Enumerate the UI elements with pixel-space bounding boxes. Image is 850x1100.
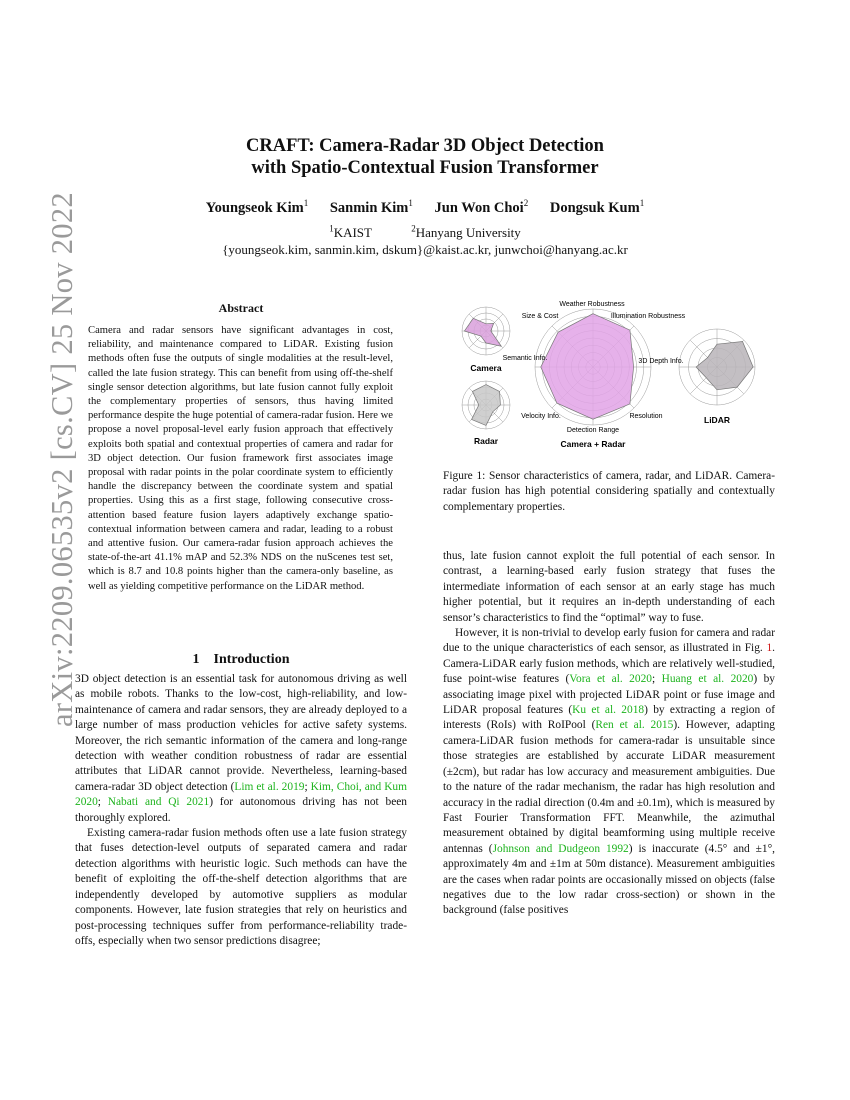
abstract-text: Camera and radar sensors have significant advantages in cost, reliability, and maintenance compared to LiDAR. Existing fusion methods often fuse the outputs of single modalities at the result-level, called the late fusion strategy. This can benefit from using off-the-shelf single sensor detection algorithms, but late fusion cannot fully exploit the complementary properties of sensors, thus having limited performance despite the huge potential of camera-radar fusion. Here we propose a novel proposal-level early fusion approach that effectively exploits both spatial and contextual properties of camera and radar for 3D object detection. Our fusion framework first associates image proposal with radar points in the polar coordinate system to efficiently handle the discrepancy between the coordinate system and spatial properties. Using this as a first stage, following consecutive cross-attention based feature fusion layers adaptively exchange spatio-contextual information between camera and radar, leading to a robust and attentive fusion. Our camera-radar fusion approach achieves the state-of-the-art 41.1% mAP and 52.3% NDS on the nuScenes test set, which is 8.7 and 10.8 points higher than the camera-only baseline, as well as yielding competitive performance on the LiDAR method. (88, 325, 393, 592)
arxiv-stamp: arXiv:2209.06535v2 [cs.CV] 25 Nov 2022 (45, 192, 79, 727)
author: Sanmin Kim$^1$ (329, 198, 413, 216)
paragraph: thus, late fusion cannot exploit the full potential of each sensor. In contrast, a learning-based early fusion strategy that fuses the intermediate information of each sensor at an early stage has much higher potential, but it requires an in-depth understanding of each sensor’s characteristics to find the “optimal” way to fuse. (443, 550, 775, 624)
paragraph: However, it is non-trivial to develop early fusion for camera and radar due to the unique characteristics of each sensor, as illustrated in Fig. 1. Camera-LiDAR early fusion methods, which are relatively well-studied, fuse point-wise features (Vora et al. 2020; Huang et al. 2020) by associating image pixel with projected LiDAR point or fuse image and LiDAR proposal features (Ku et al. 2018) by extracting a region of interests (RoIs) with RoIPool (Ren et al. 2015). However, adapting camera-LiDAR fusion methods for camera-radar is unsuitable since those strategies are established by accurate LiDAR measurement (±2cm), but radar has low accuracy and measurement ambiguities. Due to the nature of the radar mechanism, the radar has high resolution and accuracy in the radial direction (0.4m and ±0.1m), which is measured by Fast Fourier Transformation FFT. Meanwhile, the azimuthal measurement obtained by digital beamforming using multiple receive antennas (Johnson and Dudgeon 1992) is inaccurate (4.5° and ±1°, approximately 4m and ±1m at 50m distance). Measurement ambiguities are the cases when radar points are occasionally missed on objects (false negatives due to the low radar cross-section) or shown in the background (false positives (443, 627, 776, 917)
radar-sensor-chart (462, 381, 510, 429)
lidar-radar-chart (679, 329, 755, 405)
citation-link[interactable]: Ku et al. 2018 (572, 704, 645, 717)
paragraph: 3D object detection is an essential task for autonomous driving as well as mobile robots. Thanks to the low-cost, high-reliability, and low-maintenance of camera and radar sensors, they are already deployed to a large number of mass production vehicles for active safety systems. Moreover, the rich semantic information of the camera and long-range detection with weather condition robustness of radar are essential attributes that LiDAR cannot provide. Nevertheless, learning-based camera-radar 3D object detection (Lim et al. 2019; Kim, Choi, and Kum 2020; Nabati and Qi 2021) for autonomous driving has not been thoroughly explored. (75, 673, 407, 824)
axis-label: Semantic Info. (502, 355, 548, 362)
author: Youngseok Kim$^1$ (205, 198, 309, 216)
axis-label: Illumination Robustness (610, 313, 686, 320)
citation-link[interactable]: Kim, Choi, and Kum 2020 (75, 780, 407, 809)
fusion-radar-chart (535, 309, 651, 425)
author-list (0, 198, 850, 217)
author: Dongsuk Kum$^1$ (549, 198, 645, 216)
intro-column (75, 672, 407, 949)
axis-label: Size & Cost (521, 313, 559, 320)
axis-label: Weather Robustness (559, 301, 625, 308)
sensor-polygon (464, 318, 501, 346)
citation-link[interactable]: Johnson and Dudgeon 1992 (492, 842, 629, 855)
abstract-heading: Abstract (218, 301, 264, 315)
emails: {youngseok.kim, sanmin.kim, dskum}@kaist.ac.kr, junwchoi@hanyang.ac.kr (222, 242, 628, 258)
paper-title: CRAFT: Camera-Radar 3D Object Detection with Spatio-Contextual Fusion Transformer (246, 136, 604, 178)
camera-radar-chart (462, 307, 510, 355)
right-column (443, 549, 775, 919)
figure-ref-link[interactable]: 1 (766, 642, 773, 655)
sensor-polygon (541, 314, 634, 420)
citation-link[interactable]: Huang et al. 2020 (661, 673, 754, 686)
paragraph: Existing camera-radar fusion methods often use a late fusion strategy that fuses detection-level outputs of separated camera and radar detection algorithms with heuristic logic. Such methods can have the benefit of exploiting the off-the-shelf detection algorithms that are independently developed by automotive suppliers as modular components. However, late fusion strategies that rely on heuristics and post-processing techniques suffer from performance-reliability trade-offs, especially when two sensor predictions disagree; (75, 827, 407, 947)
affiliation: $^1$KAIST (329, 224, 372, 241)
axis-label: Detection Range (566, 427, 620, 434)
axis-label: Resolution (629, 413, 663, 420)
sensor-polygon (696, 341, 753, 389)
lidar-label: LiDAR (704, 415, 730, 425)
section-heading: 1 Introduction (192, 652, 290, 667)
figure-radar-charts (455, 296, 775, 456)
affiliation: $^2$Hanyang University (411, 224, 521, 241)
citation-link[interactable]: Lim et al. 2019 (234, 780, 305, 793)
camera-label: Camera (470, 363, 502, 373)
radar-label: Radar (473, 436, 499, 446)
figure-caption: Figure 1: Sensor characteristics of camera, radar, and LiDAR. Camera-radar fusion has high potential considering spatially and contextually complementary properties. (443, 470, 775, 513)
axis-label: 3D Depth Info. (638, 358, 684, 365)
fusion-label: Camera + Radar (560, 439, 626, 449)
affiliations (0, 221, 850, 258)
author: Jun Won Choi$^2$ (434, 198, 529, 216)
citation-link[interactable]: Vora et al. 2020 (569, 673, 652, 686)
citation-link[interactable]: Ren et al. 2015 (595, 719, 674, 732)
citation-link[interactable]: Nabati and Qi 2021 (107, 796, 210, 809)
axis-label: Velocity Info. (521, 413, 561, 420)
